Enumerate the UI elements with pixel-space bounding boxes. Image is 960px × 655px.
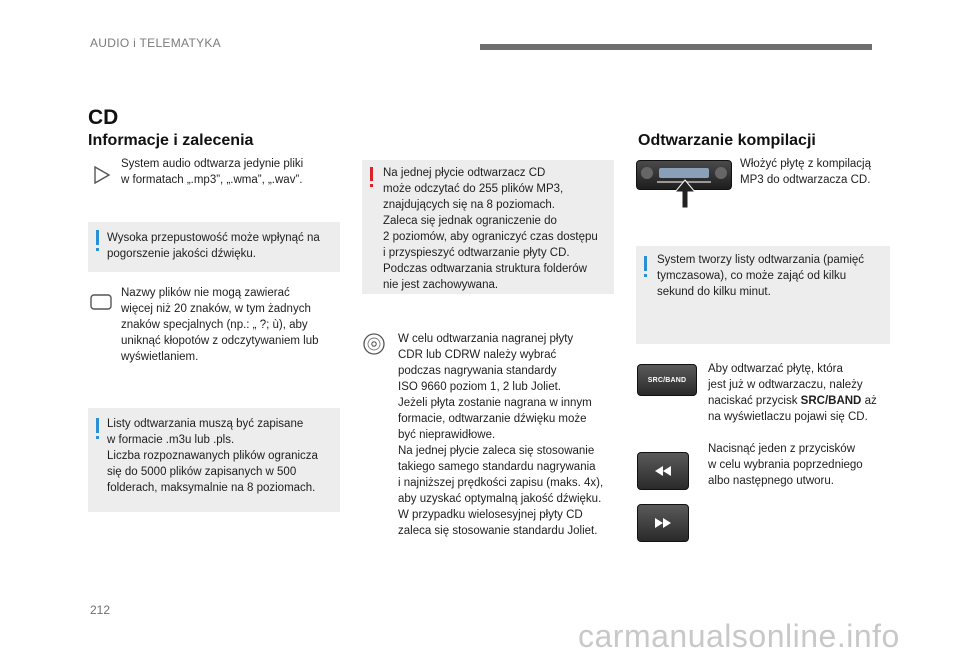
page-number: 212: [90, 603, 111, 617]
info-tip-icon: [96, 230, 99, 245]
note-names-text: Nazwy plików nie mogą zawierać więcej niż 20 znaków, w tym żadnych znaków specjalnych (np.: „ ?; ù), aby uniknąć kłopotów z odczytywaniem lub wyświetlaniem.: [121, 287, 319, 363]
warning-files-text: Na jednej płycie odtwarzacz CD może odczytać do 255 plików MP3, znajdujących się na 8 poziomach. Zaleca się jednak ograniczenie do 2 poziomów, aby ograniczyć czas dostępu i przyspieszyć odtwarzanie płyty CD. Podczas odtwarzania struktura folderów nie jest zachowywana.: [383, 167, 598, 291]
left-column-title: Informacje i zalecenia: [88, 132, 254, 149]
play-triangle-icon: [90, 164, 112, 186]
cd-disc-icon: [362, 332, 386, 356]
info-tip-icon-dot: [96, 248, 99, 251]
info-tip-icon: [644, 256, 647, 271]
insert-text: Włożyć płytę z kompilacją MP3 do odtwarzacza CD.: [740, 158, 872, 186]
header-title: AUDIO i TELEMATYKA: [90, 36, 221, 50]
header-divider-bar: [480, 44, 872, 50]
note-play-text: System audio odtwarza jedynie pliki w formatach „.mp3”, „.wma”, „.wav”.: [121, 158, 304, 186]
play-instruction-text: Aby odtwarzać płytę, która jest już w odtwarzaczu, należy naciskać przycisk SRC/BAND aż na wyświetlaczu pojawi się CD.: [708, 363, 877, 423]
note-burn-text: W celu odtwarzania nagranej płyty CDR lub CDRW należy wybrać podczas nagrywania standardy ISO 9660 poziom 1, 2 lub Joliet. Jeżeli płyta zostanie nagrana w innym formacie, odtwarzanie dźwięku może być nieprawidłowe. Na jednej płycie zaleca się stosowanie takiego samego standardu nagrywania i najniższej prędkości zapisu (maks. 4x), aby uzyskać optymalną jakość dźwięku. W przypadku wielosesyjnej płyty CD zaleca się stosowanie standardu Joliet.: [398, 333, 604, 537]
info-tip-icon-dot: [644, 274, 647, 277]
warning-exclamation-icon: [370, 167, 373, 181]
tip-compilation-text: System tworzy listy odtwarzania (pamięć tymczasowa), co może zająć od kilku sekund do kilku minut.: [657, 254, 865, 298]
src-band-button[interactable]: [637, 364, 697, 396]
next-track-button[interactable]: [637, 504, 689, 542]
skip-instruction-text: Nacisnąć jeden z przycisków w celu wybrania poprzedniego albo następnego utworu.: [708, 443, 863, 487]
info-tip-icon: [96, 418, 99, 433]
previous-track-icon: [655, 466, 671, 476]
warning-exclamation-dot: [370, 184, 373, 187]
up-arrow-icon: [673, 178, 697, 210]
next-track-icon: [655, 518, 671, 528]
tip-playlists-text: Listy odtwarzania muszą być zapisane w formacie .m3u lub .pls. Liczba rozpoznawanych plików ogranicza się do 5000 plików zapisanych w 500 folderach, maksymalnie na 8 poziomach.: [107, 418, 318, 494]
src-band-button-label: SRC/BAND: [647, 376, 687, 384]
previous-track-button[interactable]: [637, 452, 689, 490]
info-tip-icon-dot: [96, 436, 99, 439]
tip-bitrate-text: Wysoka przepustowość może wpłynąć na pogorszenie jakości dźwięku.: [107, 232, 320, 260]
rounded-rect-note-icon: [89, 292, 113, 312]
right-column-title: Odtwarzanie kompilacji: [638, 132, 816, 149]
section-title: CD: [88, 106, 119, 129]
watermark: carmanualsonline.info: [578, 618, 900, 654]
